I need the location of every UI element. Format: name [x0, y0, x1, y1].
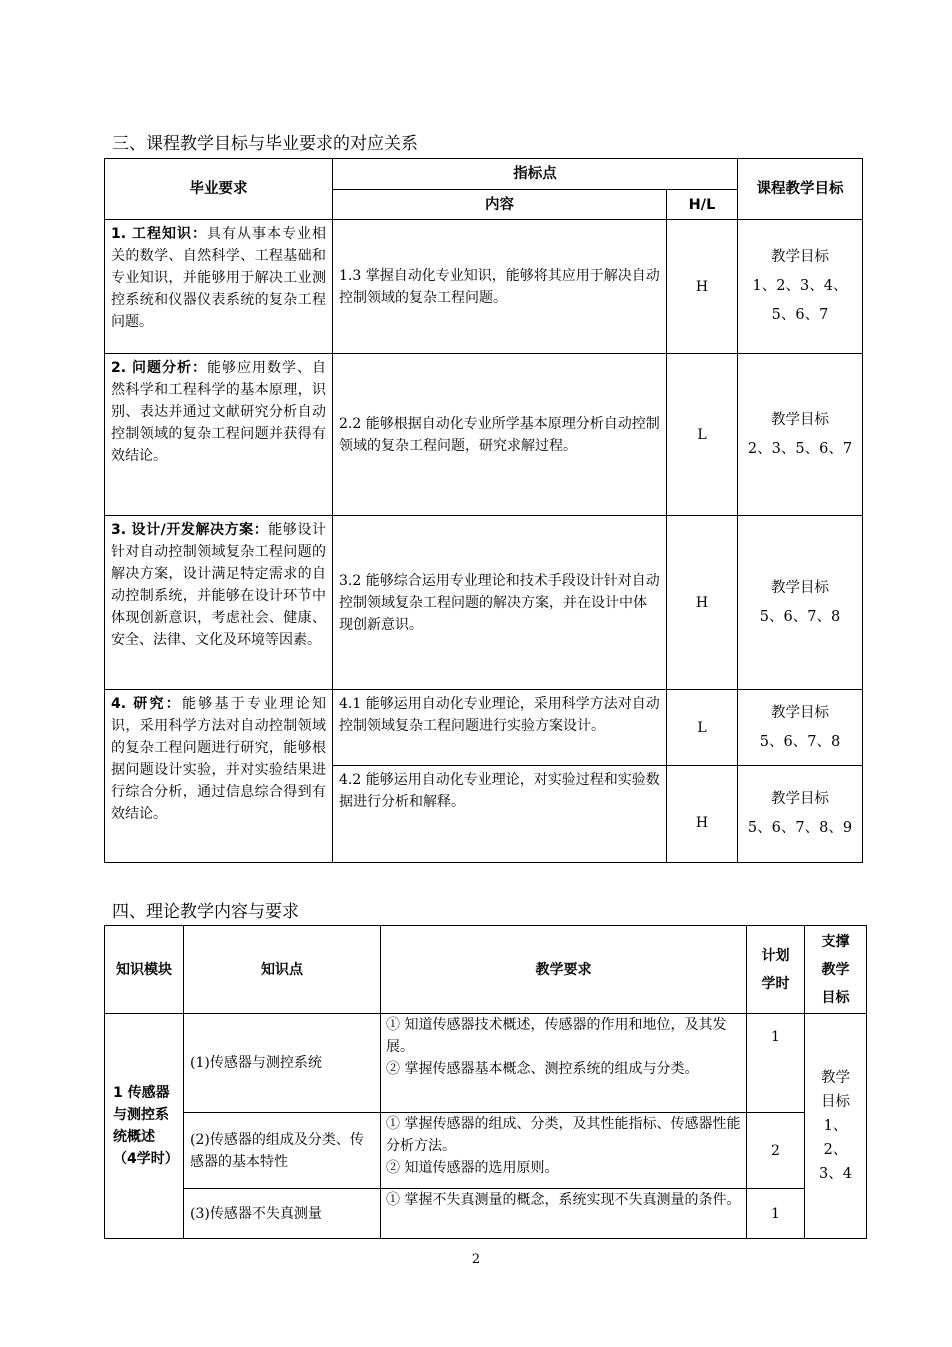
goal-cell — [738, 220, 863, 354]
header-support-goals: 支撑教学目标 — [805, 926, 867, 1014]
requirement-cell — [105, 690, 333, 863]
hl-value: H — [667, 220, 738, 354]
teaching-content-table — [104, 925, 867, 1239]
requirement-title: 3. 设计/开发解决方案： — [111, 522, 269, 538]
table-row — [105, 690, 863, 766]
header-knowledge-point: 知识点 — [184, 926, 381, 1014]
knowledge-point: (2)传感器的组成及分类、传感器的基本特性 — [184, 1113, 381, 1189]
planned-hours: 1 — [747, 1014, 805, 1113]
teaching-requirement — [381, 1113, 747, 1189]
requirement-text: 能够基于专业理论知识，采用科学方法对自动控制领域的复杂工程问题进行研究，能够根据问题设计实验，并对实验结果进行综合分析，通过信息综合得到有效结论。 — [111, 696, 327, 822]
header-content: 内容 — [333, 190, 667, 220]
goal-cell — [738, 516, 863, 690]
goal-value: 5、6、7、8 — [759, 733, 841, 750]
planned-hours: 2 — [747, 1113, 805, 1189]
goal-cell — [738, 354, 863, 516]
table-row — [105, 516, 863, 690]
hl-value: H — [667, 766, 738, 863]
table-row — [105, 1189, 867, 1239]
knowledge-point: (1)传感器与测控系统 — [184, 1014, 381, 1113]
goal-label: 教学目标 — [771, 791, 829, 807]
indicator-content: 2.2 能够根据自动化专业所学基本原理分析自动控制领域的复杂工程问题，研究求解过程。 — [333, 354, 667, 516]
requirement-item: ① 知道传感器技术概述，传感器的作用和地位，及其发展。 — [386, 1017, 727, 1055]
requirement-text: 能够应用数学、自然科学和工程科学的基本原理，识别、表达并通过文献研究分析自动控制领域的复杂工程问题并获得有效结论。 — [111, 360, 327, 464]
table-row — [105, 1014, 867, 1113]
requirement-title: 2. 问题分析： — [111, 360, 207, 376]
table-row — [105, 1113, 867, 1189]
table-row — [105, 354, 863, 516]
goal-cell — [738, 766, 863, 863]
goal-value: 5、6、7、8 — [759, 608, 841, 625]
indicator-content: 4.2 能够运用自动化专业理论，对实验过程和实验数据进行分析和解释。 — [333, 766, 667, 863]
requirement-title: 1. 工程知识： — [111, 226, 207, 242]
hl-value: H — [667, 516, 738, 690]
requirement-title: 4. 研究： — [111, 696, 182, 712]
header-goal: 课程教学目标 — [738, 159, 863, 220]
goal-cell — [738, 690, 863, 766]
goal-value: 1、2、3、4、5、6、7 — [752, 278, 848, 323]
goal-value: 2、3、5、6、7 — [747, 440, 853, 457]
requirement-cell — [105, 220, 333, 354]
knowledge-point: (3)传感器不失真测量 — [184, 1189, 381, 1239]
requirement-item: ① 掌握不失真测量的概念，系统实现不失真测量的条件。 — [386, 1192, 741, 1208]
section3-title: 三、课程教学目标与毕业要求的对应关系 — [112, 134, 418, 154]
requirement-text: 能够设计针对自动控制领域复杂工程问题的解决方案，设计满足特定需求的自动控制系统，并能够在设计环节中体现创新意识，考虑社会、健康、安全、法律、文化及环境等因素。 — [111, 522, 327, 648]
teaching-requirement — [381, 1014, 747, 1113]
page-number: 2 — [471, 1252, 481, 1267]
header-teaching-requirements: 教学要求 — [381, 926, 747, 1014]
requirement-cell — [105, 354, 333, 516]
objectives-mapping-table — [104, 158, 863, 863]
goal-label: 教学目标 — [771, 411, 829, 428]
goal-value: 5、6、7、8、9 — [747, 820, 853, 836]
goal-label: 教学目标 — [771, 704, 829, 721]
section4-title: 四、理论教学内容与要求 — [112, 902, 299, 922]
goal-label: 教学目标 — [771, 579, 829, 596]
planned-hours: 1 — [747, 1189, 805, 1239]
hl-value: L — [667, 354, 738, 516]
indicator-content: 3.2 能够综合运用专业理论和技术手段设计针对自动控制领域复杂工程问题的解决方案，并在设计中体现创新意识。 — [333, 516, 667, 690]
requirement-item: ② 掌握传感器基本概念、测控系统的组成与分类。 — [386, 1061, 699, 1077]
header-indicator: 指标点 — [333, 159, 738, 190]
goal-label: 教学目标 — [771, 249, 829, 265]
header-module: 知识模块 — [105, 926, 184, 1014]
header-hl: H/L — [667, 190, 738, 220]
teaching-requirement — [381, 1189, 747, 1239]
requirement-cell — [105, 516, 333, 690]
requirement-text: 具有从事本专业相关的数学、自然科学、工程基础和专业知识，并能够用于解决工业测控系统和仪器仪表系统的复杂工程问题。 — [111, 226, 327, 330]
table-row — [105, 220, 863, 354]
header-requirement: 毕业要求 — [105, 159, 333, 220]
indicator-content: 1.3 掌握自动化专业知识，能够将其应用于解决自动控制领域的复杂工程问题。 — [333, 220, 667, 354]
hl-value: L — [667, 690, 738, 766]
support-goals: 教学目标1、2、3、4 — [805, 1014, 867, 1239]
indicator-content: 4.1 能够运用自动化专业理论，采用科学方法对自动控制领域复杂工程问题进行实验方案设计。 — [333, 690, 667, 766]
header-planned-hours: 计划学时 — [747, 926, 805, 1014]
requirement-item: ② 知道传感器的选用原则。 — [386, 1160, 559, 1176]
requirement-item: ① 掌握传感器的组成、分类，及其性能指标、传感器性能分析方法。 — [386, 1116, 741, 1154]
knowledge-module: 1 传感器与测控系统概述（4学时） — [105, 1014, 184, 1239]
